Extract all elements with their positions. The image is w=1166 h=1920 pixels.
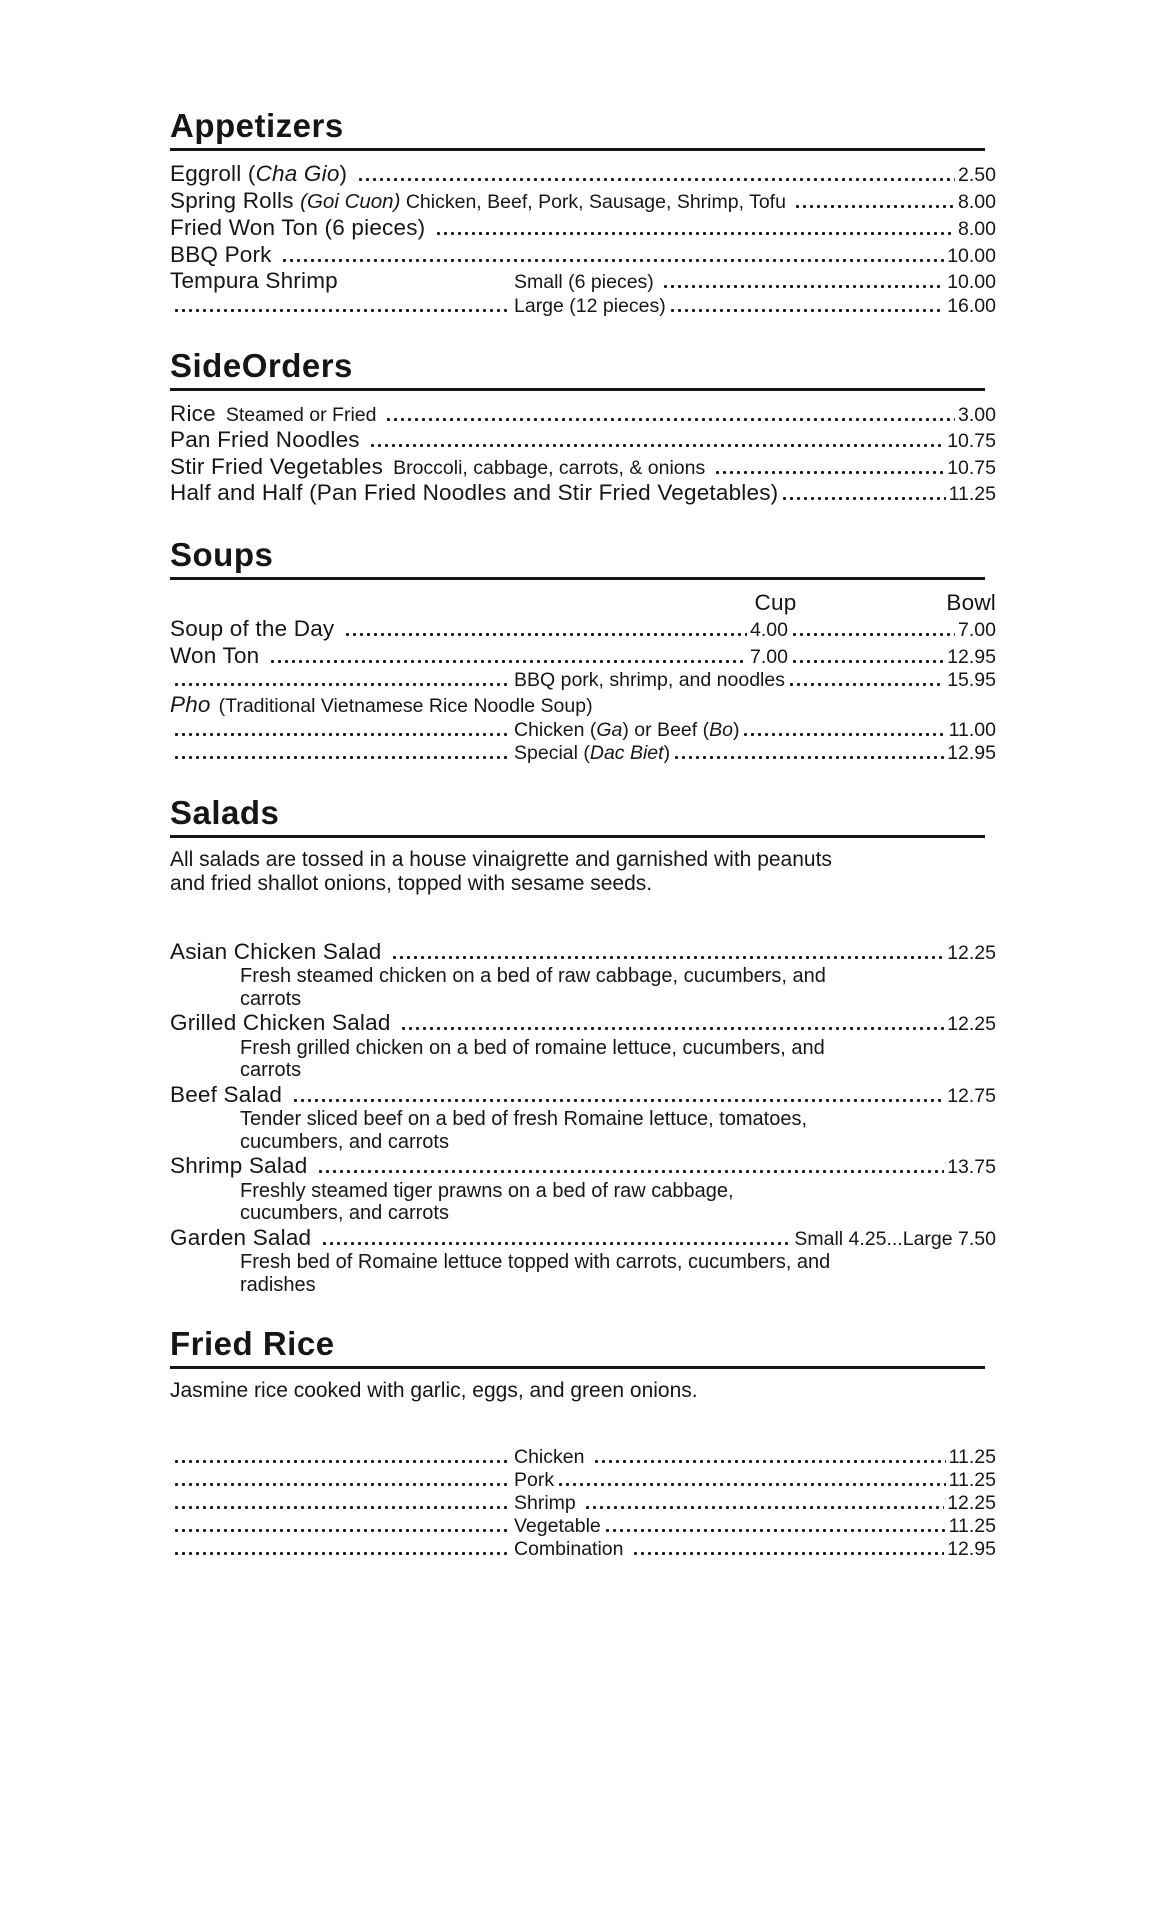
item-price: 12.75 xyxy=(947,1084,996,1107)
spacer xyxy=(796,609,946,610)
item-name: Garden Salad xyxy=(170,1224,318,1250)
item-description: Freshly steamed tiger prawns on a bed of raw cabbage, xyxy=(240,1179,734,1202)
dot-leader xyxy=(669,309,944,312)
item-description: carrots xyxy=(240,987,302,1010)
item-price: Small 4.25...Large 7.50 xyxy=(794,1227,996,1250)
menu-line xyxy=(170,242,996,269)
item-price: 11.25 xyxy=(948,483,996,505)
item-description: carrots xyxy=(240,1059,302,1081)
item-price: 10.00 xyxy=(947,244,996,267)
spacer xyxy=(216,420,226,421)
item-price: 3.00 xyxy=(958,403,996,426)
item-price: 10.75 xyxy=(947,456,996,479)
item-name-italic: Pho xyxy=(170,692,211,717)
item-price: 4.00 xyxy=(750,619,788,641)
dot-leader xyxy=(400,1027,944,1030)
section-intro: Jasmine rice cooked with garlic, eggs, and green onions. xyxy=(170,1379,698,1402)
item-price: 12.95 xyxy=(947,645,996,668)
dot-leader xyxy=(173,1506,511,1509)
item-name: ) xyxy=(339,161,354,186)
section-appetizers xyxy=(170,106,996,318)
item-note: Combination xyxy=(514,1537,629,1560)
menu-line xyxy=(170,161,996,188)
dot-leader xyxy=(662,285,944,288)
price-column-group xyxy=(788,619,996,642)
item-name: Spring Rolls xyxy=(170,187,301,213)
dot-leader xyxy=(173,1529,511,1532)
menu-line xyxy=(170,1515,996,1538)
item-note: Large (12 pieces) xyxy=(514,294,666,317)
item-name: Beef Salad xyxy=(170,1081,289,1107)
item-note: ) or Beef ( xyxy=(622,718,710,741)
item-price: 2.50 xyxy=(958,164,996,186)
dot-leader xyxy=(173,1483,511,1486)
dot-leader xyxy=(385,418,955,421)
menu-line xyxy=(170,454,996,481)
item-price: 15.95 xyxy=(947,669,996,691)
item-price: 11.25 xyxy=(948,1514,996,1537)
item-price: 12.25 xyxy=(947,1491,996,1514)
item-price: 8.00 xyxy=(958,218,996,240)
dot-leader xyxy=(791,660,944,663)
dot-leader xyxy=(788,683,944,686)
item-note: ) xyxy=(663,741,671,764)
spacer xyxy=(211,711,219,712)
item-name: Shrimp Salad xyxy=(170,1153,314,1178)
dot-leader xyxy=(344,633,747,636)
section-soups xyxy=(170,535,996,765)
item-note-italic: Ga xyxy=(596,718,623,741)
item-description: cucumbers, and carrots xyxy=(240,1202,449,1224)
column-headers xyxy=(170,590,996,617)
column-header-cup: Cup xyxy=(754,589,797,615)
dot-leader xyxy=(321,1242,792,1245)
item-price: 12.25 xyxy=(947,1013,996,1035)
item-name: Asian Chicken Salad xyxy=(170,938,388,964)
menu-line xyxy=(170,939,996,966)
item-description: Fresh grilled chicken on a bed of romaine lettuce, cucumbers, and xyxy=(240,1036,825,1059)
menu-line xyxy=(170,1082,996,1109)
item-price: 11.25 xyxy=(948,1468,996,1491)
section-fried-rice xyxy=(170,1324,996,1561)
dot-leader xyxy=(173,1552,511,1555)
item-name: Eggroll ( xyxy=(170,161,256,186)
section-title: SideOrders xyxy=(170,346,985,391)
menu-line xyxy=(170,480,996,507)
menu-line xyxy=(170,188,996,216)
item-note: Vegetable xyxy=(514,1514,601,1537)
spacer xyxy=(383,473,393,474)
item-price: 7.00 xyxy=(958,619,996,641)
item-price: 11.00 xyxy=(948,718,996,741)
item-note: Chicken, Beef, Pork, Sausage, Shrimp, Tofu xyxy=(400,190,792,213)
dot-leader xyxy=(281,259,944,262)
dot-leader xyxy=(173,683,511,686)
item-name: Won Ton xyxy=(170,642,266,668)
dot-leader xyxy=(794,205,955,208)
item-description: Fresh steamed chicken on a bed of raw cabbage, cucumbers, and xyxy=(240,965,826,987)
item-price: 16.00 xyxy=(947,294,996,317)
section-title: Soups xyxy=(170,535,985,580)
menu-line xyxy=(170,1010,996,1037)
item-price: 7.00 xyxy=(750,645,788,668)
dot-leader xyxy=(557,1483,946,1486)
column-header-bowl: Bowl xyxy=(946,589,996,615)
section-title: Fried Rice xyxy=(170,1324,985,1369)
item-note: Special ( xyxy=(514,741,590,764)
item-note-italic: Dac Biet xyxy=(589,741,664,764)
section-side-orders xyxy=(170,346,996,507)
item-price: 12.95 xyxy=(947,1537,996,1560)
dot-leader xyxy=(391,956,944,959)
menu-line xyxy=(170,401,996,428)
item-note: Chicken ( xyxy=(514,718,597,741)
item-price: 13.75 xyxy=(947,1156,996,1178)
dot-leader xyxy=(632,1552,944,1555)
menu-line xyxy=(170,1538,996,1561)
menu-line xyxy=(170,268,996,295)
menu-line xyxy=(170,1153,996,1180)
menu-line xyxy=(170,1446,996,1469)
dot-leader xyxy=(593,1460,946,1463)
spacer xyxy=(170,609,755,610)
item-price: 12.95 xyxy=(947,741,996,764)
item-name: Fried Won Ton (6 pieces) xyxy=(170,215,432,240)
section-title: Salads xyxy=(170,793,985,838)
dot-leader xyxy=(173,756,511,759)
dot-leader xyxy=(791,633,955,636)
dot-leader xyxy=(673,756,944,759)
item-name: Rice xyxy=(170,400,216,426)
item-note: Broccoli, cabbage, carrots, & onions xyxy=(393,456,711,479)
item-description: Tender sliced beef on a bed of fresh Romaine lettuce, tomatoes, xyxy=(240,1108,808,1130)
section-title: Appetizers xyxy=(170,106,985,151)
dot-leader xyxy=(173,733,511,736)
item-note: Chicken xyxy=(514,1445,590,1468)
menu-line xyxy=(170,1225,996,1252)
dot-leader xyxy=(435,232,955,235)
item-name: Tempura Shrimp xyxy=(170,268,338,293)
dot-leader xyxy=(317,1170,944,1173)
dot-leader xyxy=(604,1529,946,1532)
item-note: Small (6 pieces) xyxy=(514,271,660,293)
menu-line xyxy=(170,1492,996,1515)
item-price: 8.00 xyxy=(958,190,996,213)
section-intro: All salads are tossed in a house vinaigrette and garnished with peanuts xyxy=(170,847,832,871)
item-name-italic: Cha Gio xyxy=(255,161,340,186)
item-note: (Traditional Vietnamese Rice Noodle Soup) xyxy=(218,695,593,717)
item-price: 10.00 xyxy=(947,271,996,293)
dot-leader xyxy=(781,497,945,500)
item-note: Shrimp xyxy=(514,1491,582,1514)
item-name: BBQ Pork xyxy=(170,241,279,267)
item-description: Fresh bed of Romaine lettuce topped with carrots, cucumbers, and xyxy=(240,1251,831,1273)
item-note: Pork xyxy=(514,1468,555,1491)
item-note: ) xyxy=(732,718,740,741)
item-price: 10.75 xyxy=(947,430,996,452)
dot-leader xyxy=(714,471,945,474)
item-price: 12.25 xyxy=(947,941,996,964)
menu-line xyxy=(170,616,996,643)
item-name: Grilled Chicken Salad xyxy=(170,1010,398,1035)
dot-leader xyxy=(742,733,945,736)
dot-leader xyxy=(584,1506,944,1509)
item-price: 11.25 xyxy=(948,1445,996,1468)
item-name: Soup of the Day xyxy=(170,616,341,641)
item-name: Pan Fried Noodles xyxy=(170,427,367,452)
item-note-italic: Bo xyxy=(709,718,733,741)
item-note: BBQ pork, shrimp, and noodles xyxy=(514,669,785,691)
dot-leader xyxy=(269,660,747,663)
menu-line xyxy=(170,719,996,742)
dot-leader xyxy=(292,1099,945,1102)
menu-line xyxy=(170,295,996,318)
dot-leader xyxy=(173,309,511,312)
section-intro: and fried shallot onions, topped with sesame seeds. xyxy=(170,872,653,895)
menu-line xyxy=(170,692,996,719)
item-name-italic: (Goi Cuon) xyxy=(300,189,401,213)
menu-line xyxy=(170,427,996,454)
item-description: radishes xyxy=(240,1273,316,1296)
menu-line xyxy=(170,1469,996,1492)
menu-line xyxy=(170,669,996,692)
menu-line xyxy=(170,215,996,242)
item-note: Steamed or Fried xyxy=(225,403,382,426)
dot-leader xyxy=(173,1460,511,1463)
menu-line xyxy=(170,742,996,765)
item-description: cucumbers, and carrots xyxy=(240,1130,449,1153)
item-name: Stir Fried Vegetables xyxy=(170,453,384,479)
dot-leader xyxy=(357,178,955,181)
section-salads xyxy=(170,793,996,1297)
menu-sections xyxy=(170,106,996,1561)
dot-leader xyxy=(369,444,944,447)
menu-line xyxy=(170,643,996,670)
item-name: Half and Half (Pan Fried Noodles and Stir Fried Vegetables) xyxy=(170,480,779,505)
price-column-group xyxy=(788,646,996,669)
